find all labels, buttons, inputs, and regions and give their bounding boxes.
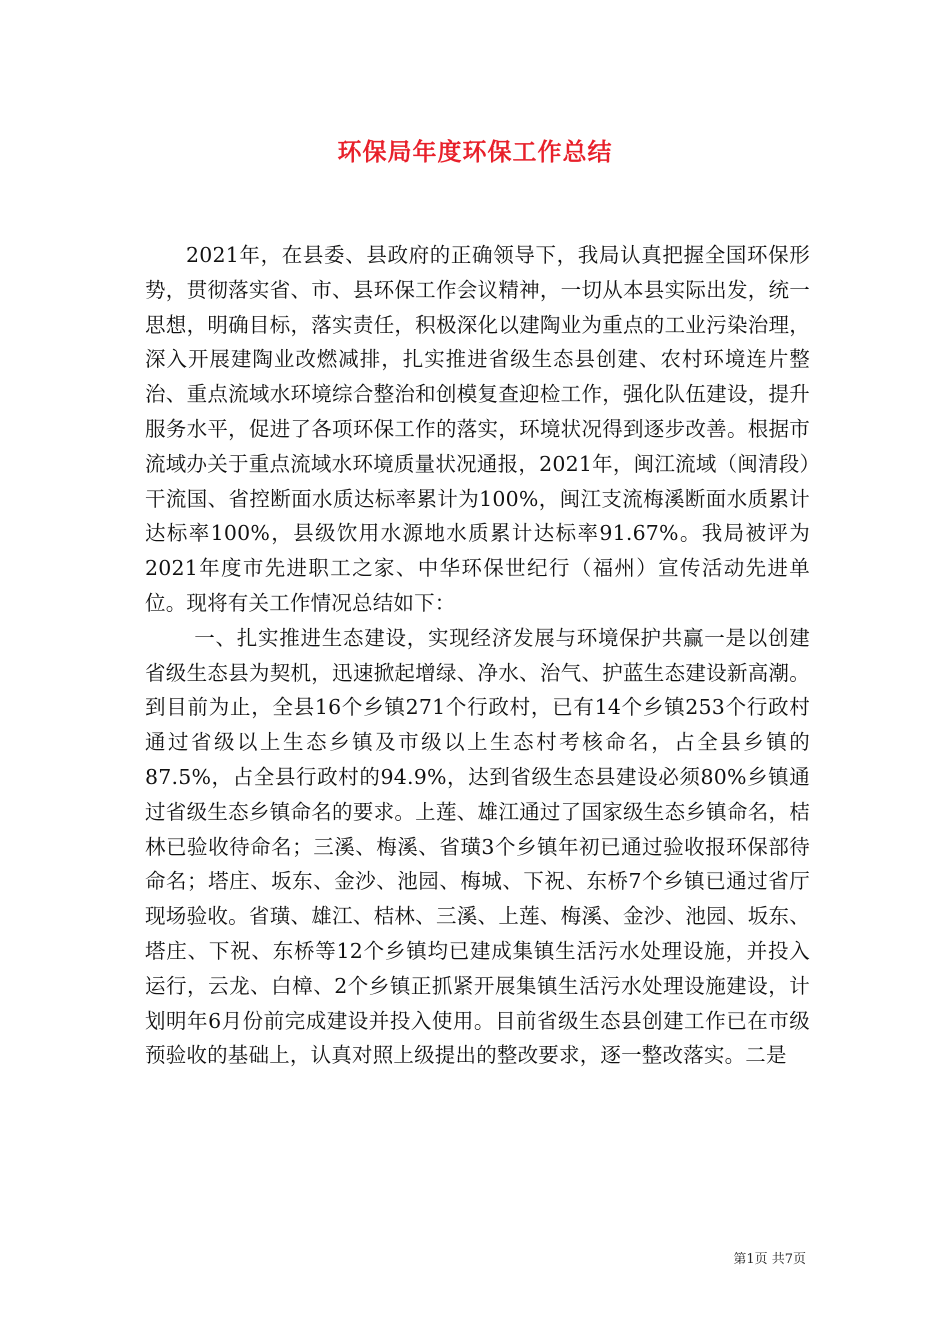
paragraph-intro: 2021年，在县委、县政府的正确领导下，我局认真把握全国环保形势，贯彻落实省、市、县环保工作会议精神，一切从本县实际出发，统一思想，明确目标，落实责任，积极深化以建陶业为重点的工业污染治理，深入开展建陶业改燃减排，扎实推进省级生态县创建、农村环境连片整治、重点流域水环境综合整治和创模复查迎检工作，强化队伍建设，提升服务水平，促进了各项环保工作的落实，环境状况得到逐步改善。根据市流域办关于重点流域水环境质量状况通报，2021年，闽江流域（闽清段）干流国、省控断面水质达标率累计为100%，闽江支流梅溪断面水质累计达标率100%，县级饮用水源地水质累计达标率91.67%。我局被评为2021年度市先进职工之家、中华环保世纪行（福州）宣传活动先进单位。现将有关工作情况总结如下： bbox=[145, 243, 810, 615]
page-title: 环保局年度环保工作总结 bbox=[337, 137, 613, 166]
paragraph-section-one: 一、扎实推进生态建设，实现经济发展与环境保护共赢一是以创建省级生态县为契机，迅速掀起增绿、净水、治气、护蓝生态建设新高潮。到目前为止，全县16个乡镇271个行政村，已有14个乡镇253个行政村通过省级以上生态乡镇及市级以上生态村考核命名，占全县乡镇的87.5%，占全县行政村的94.9%，达到省级生态县建设必须80%乡镇通过省级生态乡镇命名的要求。上莲、雄江通过了国家级生态乡镇命名，桔林已验收待命名；三溪、梅溪、省璜3个乡镇年初已通过验收报环保部待命名；塔庄、坂东、金沙、池园、梅城、下祝、东桥7个乡镇已通过省厅现场验收。省璜、雄江、桔林、三溪、上莲、梅溪、金沙、池园、坂东、塔庄、下祝、东桥等12个乡镇均已建成集镇生活污水处理设施，并投入运行，云龙、白樟、2个乡镇正抓紧开展集镇生活污水处理设施建设，计划明年6月份前完成建设并投入使用。目前省级生态县创建工作已在市级预验收的基础上，认真对照上级提出的整改要求，逐一整改落实。二是 bbox=[145, 625, 810, 1068]
document-body bbox=[145, 238, 810, 1073]
page-number-footer: 第1页 共7页 bbox=[733, 1252, 806, 1267]
